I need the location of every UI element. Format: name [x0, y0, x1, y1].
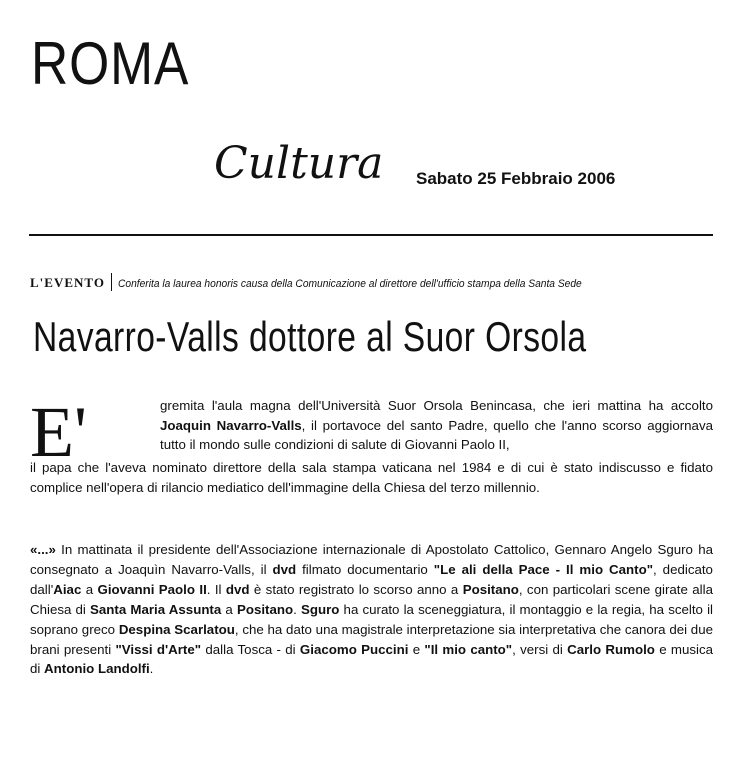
- text-run: In mattinata il presidente dell'Associazione internazionale di Apostolato Cattolico, Gennaro Angelo Sguro ha consegnato a Joaquìn Navarro-Valls, il: [30, 542, 713, 577]
- text-run: dalla Tosca - di: [201, 641, 300, 657]
- publication-date: Sabato 25 Febbraio 2006: [416, 169, 616, 188]
- text-run: , dedicato dall': [30, 561, 713, 597]
- paragraph-1-continued: il papa che l'aveva nominato direttore della sala stampa vaticana nel 1984 e di cui è stato indiscusso e fidato complice nell'opera di rilancio mediatico dell'immagine della Chiesa del terzo millennio.: [30, 460, 713, 495]
- text-run: a: [221, 601, 237, 617]
- text-run: , il portavoce del santo Padre, quello che l'anno scorso aggiornava tutto il mondo sulle condizioni di salute di Giovanni Paolo II,: [160, 417, 713, 452]
- paragraph-2: [30, 540, 713, 679]
- bold-run: Carlo Rumolo: [567, 641, 655, 657]
- kicker-divider: [111, 273, 112, 291]
- bold-run: Giacomo Puccini: [299, 641, 409, 657]
- text-run: .: [293, 601, 301, 617]
- text-run: e musica di: [30, 641, 714, 677]
- section-title: Cultura: [214, 138, 384, 189]
- drop-cap: E': [30, 392, 87, 472]
- bold-run: Aiac: [53, 581, 82, 597]
- header-divider: [29, 234, 713, 236]
- text-run: ha curato la sceneggiatura, il montaggio e la regia, ha scelto il soprano greco: [30, 601, 713, 637]
- text-run: . Il: [206, 581, 226, 597]
- bold-run: Giovanni Paolo II: [97, 581, 207, 597]
- bold-run: "Il mio canto": [424, 641, 513, 657]
- headline: Navarro-Valls dottore al Suor Orsola: [33, 313, 587, 360]
- text-run: gremita l'aula magna dell'Università Suor Orsola Benincasa, che ieri mattina ha accolto: [160, 398, 713, 413]
- text-run: a: [81, 581, 98, 597]
- bold-run: Antonio Landolfi: [44, 661, 150, 677]
- bold-run: "Le ali della Pace - Il mio Canto": [433, 561, 654, 577]
- kicker: [30, 273, 730, 293]
- kicker-label: L'EVENTO: [30, 275, 105, 290]
- text-run: , versi di: [512, 641, 568, 657]
- bold-run: Positano: [462, 581, 519, 597]
- bold-run: Santa Maria Assunta: [90, 601, 222, 617]
- text-run: , con particolari scene girate alla Chiesa di: [30, 581, 713, 617]
- text-run: e: [408, 641, 425, 657]
- bold-run: Despina Scarlatou: [118, 621, 235, 637]
- bold-run: Joaquin Navarro-Valls: [160, 417, 302, 433]
- publication-name: ROMA: [31, 30, 190, 97]
- bold-run: Positano: [236, 601, 294, 617]
- text-run: è stato registrato lo scorso anno a: [249, 581, 463, 597]
- bold-run: «...»: [30, 542, 56, 557]
- paragraph-1: [160, 396, 713, 455]
- bold-run: dvd: [272, 561, 297, 577]
- text-run: filmato documentario: [296, 561, 434, 577]
- bold-run: Sguro: [300, 601, 340, 617]
- bold-run: dvd: [225, 581, 250, 597]
- text-run: , che ha dato una magistrale interpretazione sia interpretativa che canora dei due brani presenti: [30, 621, 713, 657]
- bold-run: "Vissi d'Arte": [115, 641, 202, 657]
- kicker-subtitle: Conferita la laurea honoris causa della Comunicazione al direttore dell'ufficio stampa della Santa Sede: [117, 278, 582, 290]
- text-run: .: [149, 661, 154, 677]
